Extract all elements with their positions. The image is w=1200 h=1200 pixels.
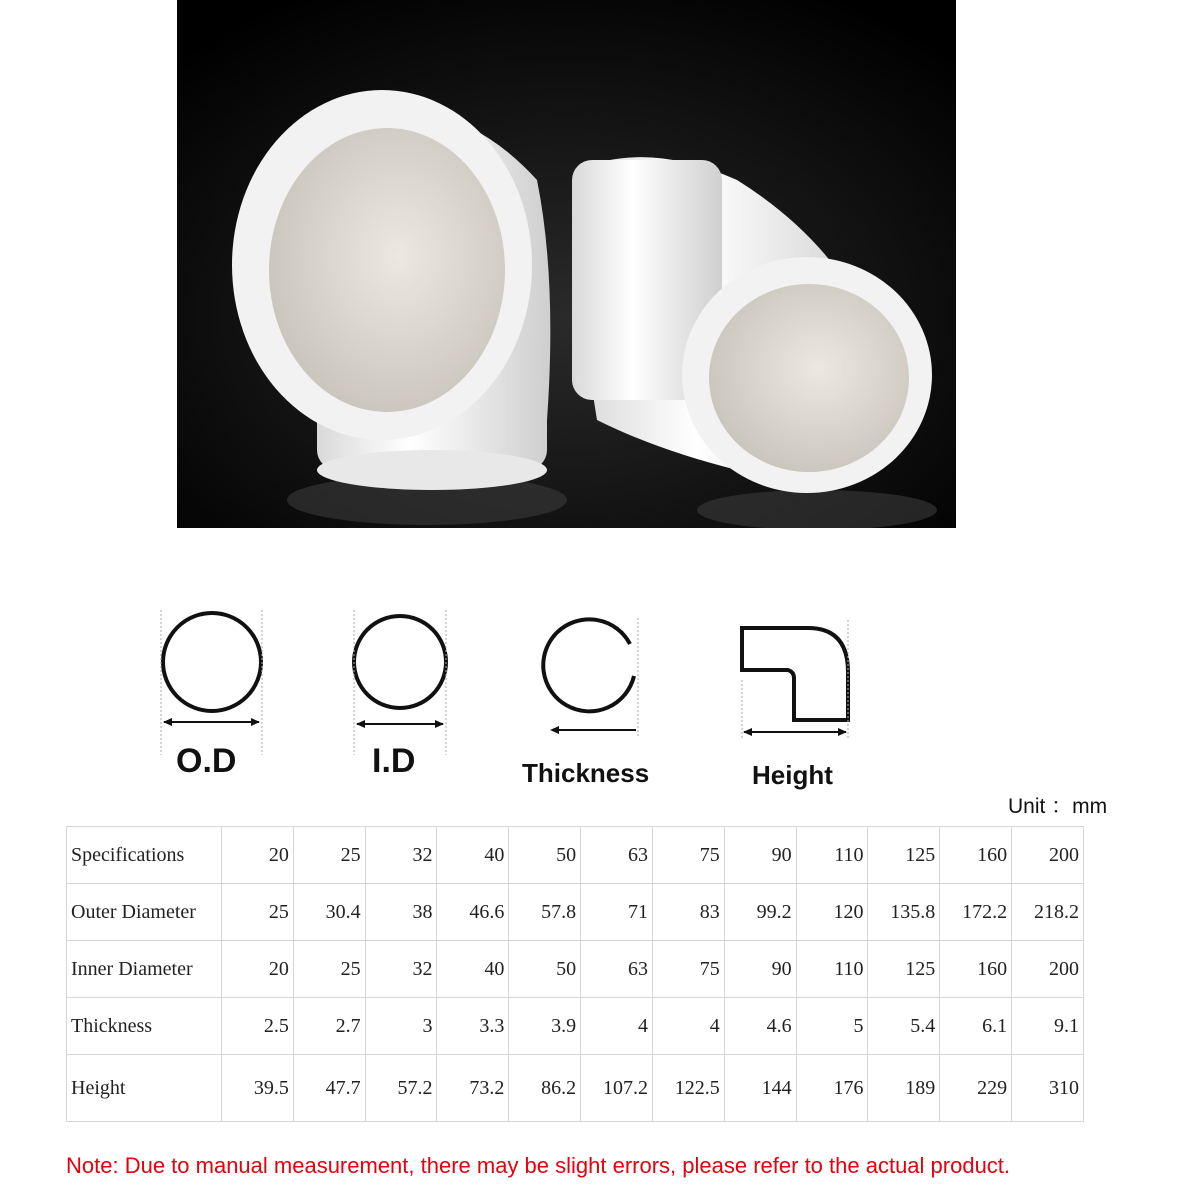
table-cell: 310: [1012, 1055, 1084, 1122]
row-header: Inner Diameter: [67, 941, 222, 998]
note-text: Note: Due to manual measurement, there may be slight errors, please refer to the actual product.: [66, 1153, 1011, 1178]
table-cell: 3: [365, 998, 437, 1055]
table-cell: 30.4: [293, 884, 365, 941]
table-cell: 135.8: [868, 884, 940, 941]
table-cell: 160: [940, 827, 1012, 884]
table-cell: 75: [652, 941, 724, 998]
id-label: I.D: [372, 742, 416, 780]
table-cell: 176: [796, 1055, 868, 1122]
table-cell: 75: [652, 827, 724, 884]
table-cell: 2.5: [222, 998, 294, 1055]
table-cell: 5.4: [868, 998, 940, 1055]
table-cell: 125: [868, 941, 940, 998]
table-row: [67, 827, 1084, 884]
table-cell: 83: [652, 884, 724, 941]
wall-thickness-icon: [520, 618, 670, 758]
spec-table-body: [67, 827, 1084, 1122]
od-label: O.D: [176, 742, 237, 780]
unit-label: Unit ：mm: [1008, 795, 1108, 818]
table-cell: 71: [581, 884, 653, 941]
height-diagram: [738, 620, 868, 820]
row-header: Outer Diameter: [67, 884, 222, 941]
pvc-elbow-photo-icon: [177, 0, 956, 528]
table-cell: 9.1: [1012, 998, 1084, 1055]
table-cell: 200: [1012, 827, 1084, 884]
table-cell: 200: [1012, 941, 1084, 998]
dimension-diagrams: [0, 590, 1200, 800]
table-cell: 40: [437, 941, 509, 998]
product-photo: [177, 0, 956, 528]
height-label: Height: [752, 760, 833, 790]
inner-diameter-icon: [348, 610, 458, 760]
table-row: [67, 998, 1084, 1055]
table-cell: 5: [796, 998, 868, 1055]
table-row: [67, 941, 1084, 998]
table-cell: 229: [940, 1055, 1012, 1122]
table-cell: 25: [293, 827, 365, 884]
table-cell: 73.2: [437, 1055, 509, 1122]
table-cell: 107.2: [581, 1055, 653, 1122]
table-row: [67, 1055, 1084, 1122]
table-cell: 122.5: [652, 1055, 724, 1122]
table-cell: 46.6: [437, 884, 509, 941]
table-cell: 57.2: [365, 1055, 437, 1122]
table-cell: 57.8: [509, 884, 581, 941]
table-row: [67, 884, 1084, 941]
id-diagram: [348, 610, 458, 810]
table-cell: 189: [868, 1055, 940, 1122]
od-diagram: [158, 610, 268, 810]
table-cell: 63: [581, 827, 653, 884]
table-cell: 32: [365, 827, 437, 884]
table-cell: 218.2: [1012, 884, 1084, 941]
table-cell: 4: [581, 998, 653, 1055]
table-cell: 99.2: [724, 884, 796, 941]
table-cell: 110: [796, 941, 868, 998]
thickness-diagram: [520, 618, 670, 818]
spec-table: [66, 826, 1084, 1122]
table-cell: 39.5: [222, 1055, 294, 1122]
table-cell: 160: [940, 941, 1012, 998]
table-cell: 4: [652, 998, 724, 1055]
table-cell: 50: [509, 941, 581, 998]
table-cell: 63: [581, 941, 653, 998]
table-cell: 2.7: [293, 998, 365, 1055]
table-cell: 172.2: [940, 884, 1012, 941]
table-cell: 6.1: [940, 998, 1012, 1055]
table-cell: 32: [365, 941, 437, 998]
table-cell: 120: [796, 884, 868, 941]
table-cell: 110: [796, 827, 868, 884]
table-cell: 144: [724, 1055, 796, 1122]
row-header: Thickness: [67, 998, 222, 1055]
row-header: Height: [67, 1055, 222, 1122]
table-cell: 40: [437, 827, 509, 884]
table-cell: 50: [509, 827, 581, 884]
row-header: Specifications: [67, 827, 222, 884]
table-cell: 47.7: [293, 1055, 365, 1122]
table-cell: 86.2: [509, 1055, 581, 1122]
elbow-height-icon: [738, 620, 868, 760]
table-cell: 3.9: [509, 998, 581, 1055]
table-cell: 125: [868, 827, 940, 884]
table-cell: 90: [724, 941, 796, 998]
table-cell: 4.6: [724, 998, 796, 1055]
thickness-label: Thickness: [522, 758, 650, 788]
table-cell: 3.3: [437, 998, 509, 1055]
table-cell: 20: [222, 941, 294, 998]
table-cell: 25: [222, 884, 294, 941]
outer-diameter-icon: [158, 610, 268, 760]
table-cell: 20: [222, 827, 294, 884]
table-cell: 25: [293, 941, 365, 998]
table-cell: 38: [365, 884, 437, 941]
table-cell: 90: [724, 827, 796, 884]
